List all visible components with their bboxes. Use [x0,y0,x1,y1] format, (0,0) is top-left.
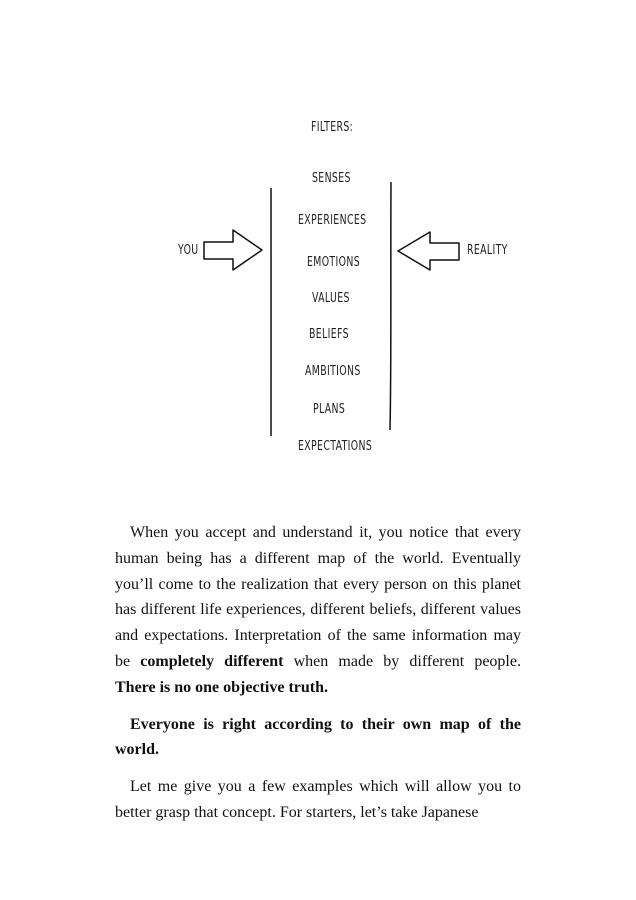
paragraph-1-text-b: when made by different people. [283,652,521,670]
paragraph-1-bold-b: There is no one objective truth. [115,678,329,696]
filter-beliefs: BELIEFS [309,327,349,342]
right-filter-line [390,182,391,430]
filter-plans: PLANS [313,402,346,417]
body-text [115,520,521,826]
label-you: YOU [178,243,199,258]
arrow-right-icon [204,230,262,270]
paragraph-3: Let me give you a few examples which will allow you to better grasp that concept. For starters, let’s take Japanese [115,778,521,821]
filter-values: VALUES [312,291,350,306]
paragraph-1 [115,520,521,701]
label-reality: REALITY [467,243,508,258]
filter-ambitions: AMBITIONS [305,364,361,379]
filter-expectations: EXPECTATIONS [298,439,373,454]
arrow-left-icon [398,232,459,270]
diagram-title: FILTERS: [311,120,354,135]
filter-experiences: EXPERIENCES [298,213,367,228]
paragraph-1-text-a: When you accept and understand it, you notice that every human being has a different map of the world. Eventually you’ll come to the realization that every person on this planet has different life experiences, different beliefs, different values and expectations. Interpretation of the same information may be [115,524,521,670]
paragraph-2: Everyone is right according to their own map of the world. [115,715,521,759]
filter-emotions: EMOTIONS [307,255,361,270]
filter-senses: SENSES [312,171,351,186]
paragraph-1-bold-a: completely different [140,652,284,670]
